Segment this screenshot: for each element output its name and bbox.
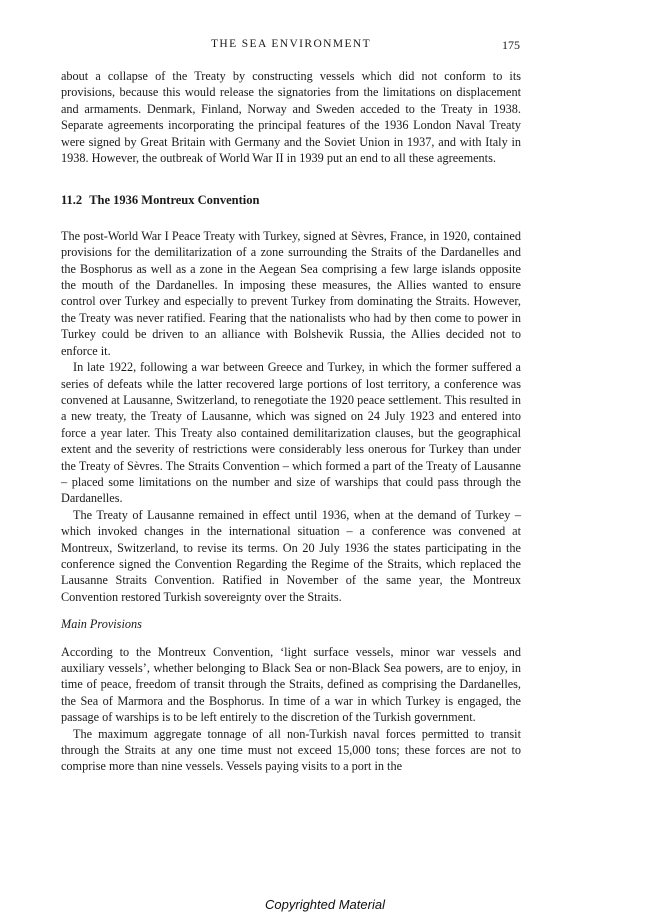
section-heading xyxy=(61,192,521,208)
page-header xyxy=(62,38,520,54)
body-paragraph: The post-World War I Peace Treaty with Turkey, signed at Sèvres, France, in 1920, contained provisions for the demilitarization of a zone surrounding the Straits of the Dardanelles and the Bosphorus as well as a zone in the Aegean Sea comprising a few large islands opposite the mouth of the Dardanelles. In imposing these measures, the Allies wanted to ensure control over Turkey and especially to prevent Turkey from dominating the Straits. However, the Treaty was never ratified. Fearing that the nationalists who had by then come to power in Turkey could be driven to an alliance with Bolshevik Russia, the Allies decided not to enforce it. xyxy=(61,228,521,358)
body-paragraph: about a collapse of the Treaty by constructing vessels which did not conform to its provisions, because this would release the signatories from the limitations on displacement and armaments. Denmark, Finland, Norway and Sweden acceded to the Treaty in 1938. Separate agreements incorporating the principal features of the 1936 London Naval Treaty were signed by Great Britain with Germany and the Soviet Union in 1937, and with Italy in 1938. However, the outbreak of World War II in 1939 put an end to all these agreements. xyxy=(61,69,521,166)
page-number: 175 xyxy=(502,38,520,52)
copyright-footer: Copyrighted Material xyxy=(265,897,385,912)
subsection-heading: Main Provisions xyxy=(61,617,142,632)
body-paragraph: In late 1922, following a war between Greece and Turkey, in which the former suffered a series of defeats while the latter recovered large portions of lost territory, a conference was convened at Lausanne, Switzerland, to renegotiate the 1920 peace settlement. This resulted in a new treaty, the Treaty of Lausanne, which was signed on 24 July 1923 and entered into force a year later. This Treaty also contained demilitarization clauses, but the geographical extent and the severity of restrictions were considerably less onerous for Turkey than under the Treaty of Sèvres. The Straits Convention – which formed a part of the Treaty of Lausanne – placed some limitations on the number and size of warships that could pass through the Dardanelles. xyxy=(61,360,521,506)
page-body xyxy=(61,68,521,775)
body-paragraph: The maximum aggregate tonnage of all non-Turkish naval forces permitted to transit through the Straits at any one time must not exceed 15,000 tons; these forces are not to comprise more than nine vessels. Vessels paying visits to a port in the xyxy=(61,726,521,774)
section-title: The 1936 Montreux Convention xyxy=(89,193,260,208)
body-paragraph: According to the Montreux Convention, ‘light surface vessels, minor war vessels and auxiliary vessels’, whether belonging to Black Sea or non-Black Sea powers, are to enjoy, in time of peace, freedom of transit through the Straits, defined as comprising the Dardanelles, the Sea of Marmora and the Bosphorus. In time of a war in which Turkey is engaged, the passage of warships is to be left entirely to the discretion of the Turkish government. xyxy=(61,644,521,725)
section-number: 11.2 xyxy=(61,193,83,208)
body-paragraph: The Treaty of Lausanne remained in effect until 1936, when at the demand of Turkey – which invoked changes in the international situation – a conference was convened at Montreux, Switzerland, to revise its terms. On 20 July 1936 the states participating in the conference signed the Convention Regarding the Regime of the Straits, which replaced the Lausanne Straits Convention. Ratified in November of the same year, the Montreux Convention restored Turkish sovereignty over the Straits. xyxy=(61,507,521,604)
running-title: THE SEA ENVIRONMENT xyxy=(210,38,372,50)
